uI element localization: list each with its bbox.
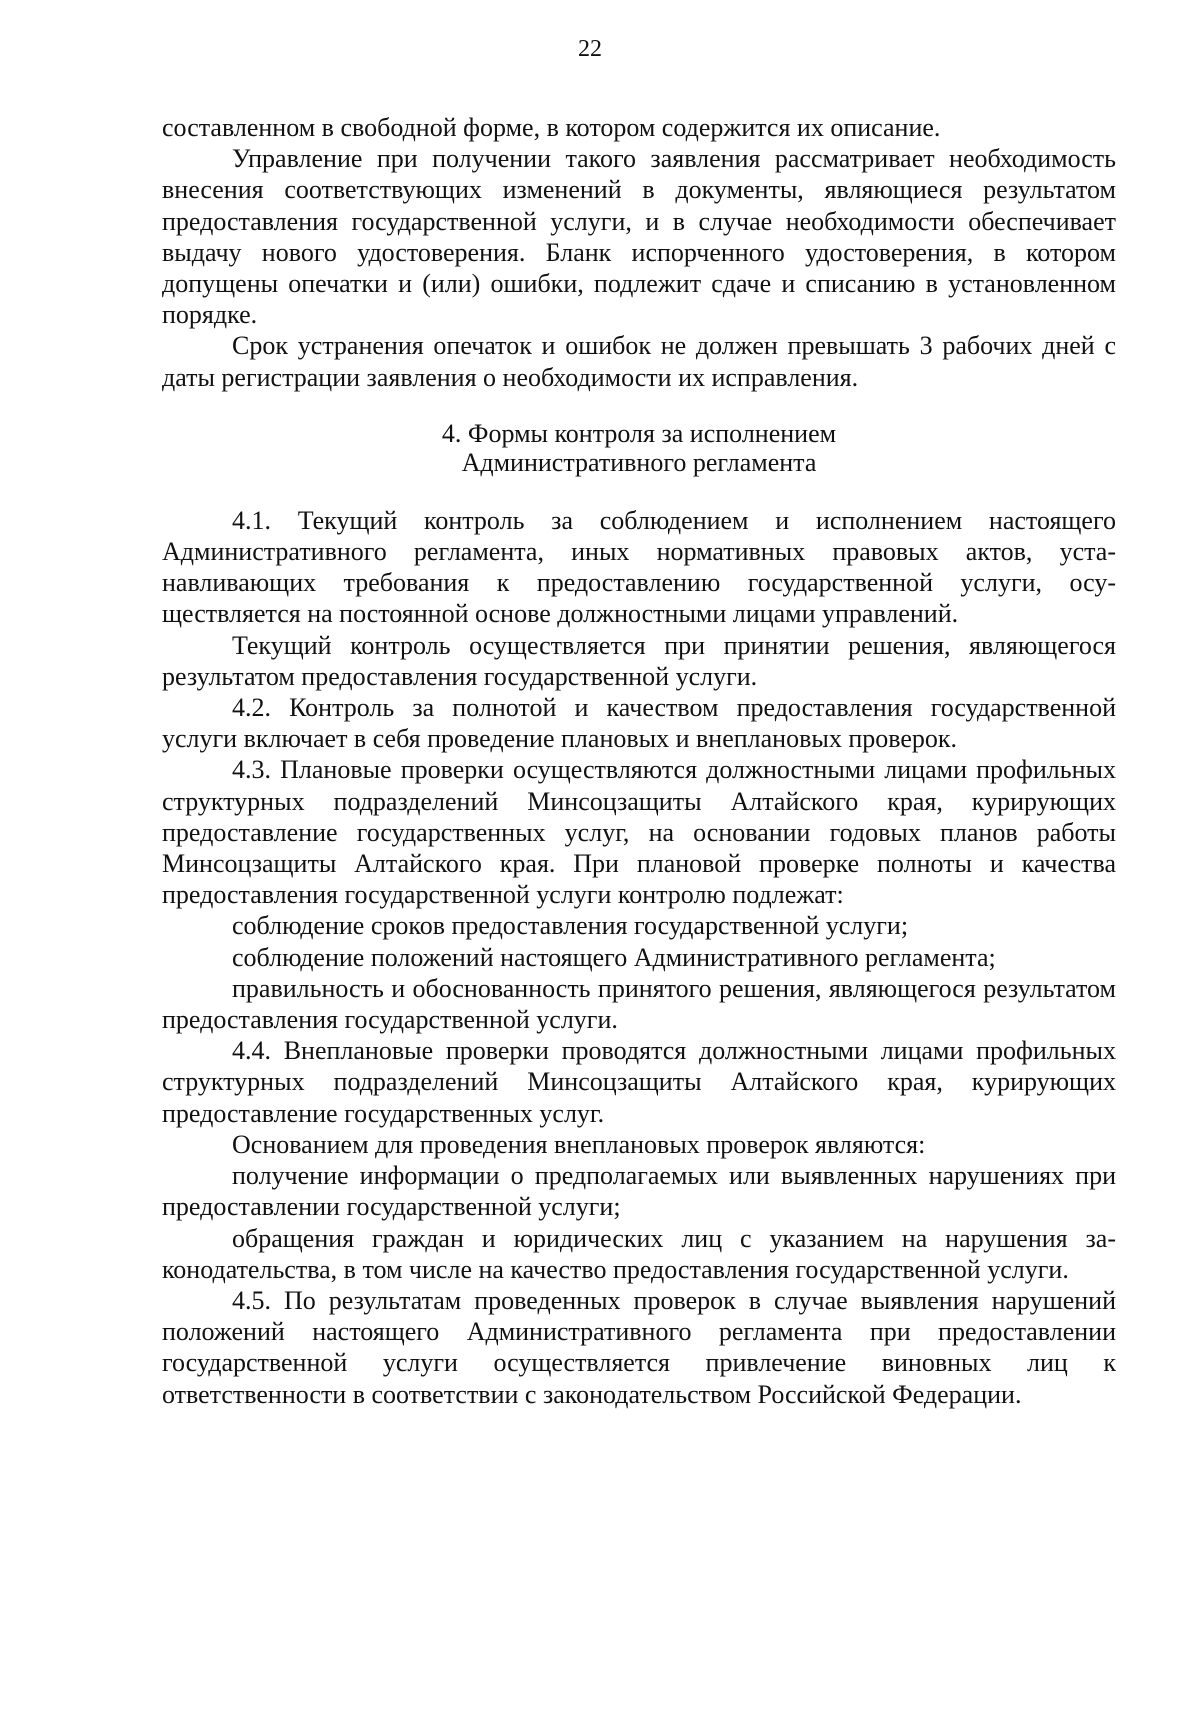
- list-item-decision-validity: правильность и обоснованность принятого решения, являющегося результатом предоставления государственной услуги.: [162, 973, 1116, 1035]
- section-heading-line-1: 4. Формы контроля за исполнением: [441, 418, 837, 448]
- paragraph-current-control: Текущий контроль осуществляется при принятии решения, являющегося результатом предоставления государственной услуги.: [162, 630, 1116, 691]
- paragraph-4-1: 4.1. Текущий контроль за соблюдением и исполнением настоящего Административного регламента, иных нормативных правовых актов, устанавливающих требования к предоставлению государственной услуги, осуществляется на постоянной основе должностными лицами управлений.: [162, 505, 1116, 629]
- section-heading-line-2: Административного регламента: [461, 447, 817, 477]
- paragraph-4-4: 4.4. Внеплановые проверки проводятся должностными лицами профильных структурных подразделений Минсоцзащиты Алтайского края, курирующих предоставление государственных услуг.: [162, 1036, 1116, 1128]
- paragraph-correction-deadline: Срок устранения опечаток и ошибок не должен превышать 3 рабочих дней с даты регистрации заявления о необходимости их исправления.: [162, 331, 1116, 392]
- list-item-regulation-compliance: соблюдение положений настоящего Административного регламента;: [232, 942, 996, 972]
- list-item-deadlines: соблюдение сроков предоставления государственной услуги;: [232, 911, 909, 941]
- paragraph-4-3: 4.3. Плановые проверки осуществляются должностными лицами профильных структурных подразделений Минсоцзащиты Алтайского края, курирующих предоставление государственных услуг, на основании годовых планов работы Минсоцзащиты Алтайского края. При плановой проверке полноты и качества предоставления государственной услуги контролю подлежат:: [162, 755, 1116, 910]
- document-body: [162, 112, 1116, 1410]
- section-heading: [162, 419, 1116, 477]
- list-item-citizen-appeals: обращения граждан и юридических лиц с указанием на нарушения законодательства, в том числе на качество предоставления государственной услуги.: [162, 1223, 1116, 1284]
- paragraph-4-2: 4.2. Контроль за полнотой и качеством предоставления государственной услуги включает в себя проведение плановых и внеплановых проверок.: [162, 693, 1116, 754]
- paragraph-continuation: составленном в свободной форме, в котором содержится их описание.: [162, 113, 941, 142]
- paragraph-4-5: 4.5. По результатам проведенных проверок в случае выявления нарушений положений настоящего Административного регламента при предоставлении государственной услуги осуществляется привлечение виновных лиц к ответственности в соответствии с законодательством Российской Федерации.: [162, 1285, 1116, 1409]
- paragraph-correction-procedure: Управление при получении такого заявления рассматривает необходимость внесения соответствующих изменений в документы, являющиеся результатом предоставления государственной услуги, и в случае необходимости обеспечивает выдачу нового удостоверения. Бланк испорченного удостоверения, в котором допущены опечатки и (или) ошибки, подлежит сдаче и списанию в установленном порядке.: [162, 144, 1116, 330]
- page-number: 22: [578, 36, 602, 62]
- list-item-violation-information: получение информации о предполагаемых или выявленных нарушениях при предоставлении государственной услуги;: [162, 1161, 1116, 1222]
- paragraph-unscheduled-grounds: Основанием для проведения внеплановых проверок являются:: [232, 1129, 926, 1159]
